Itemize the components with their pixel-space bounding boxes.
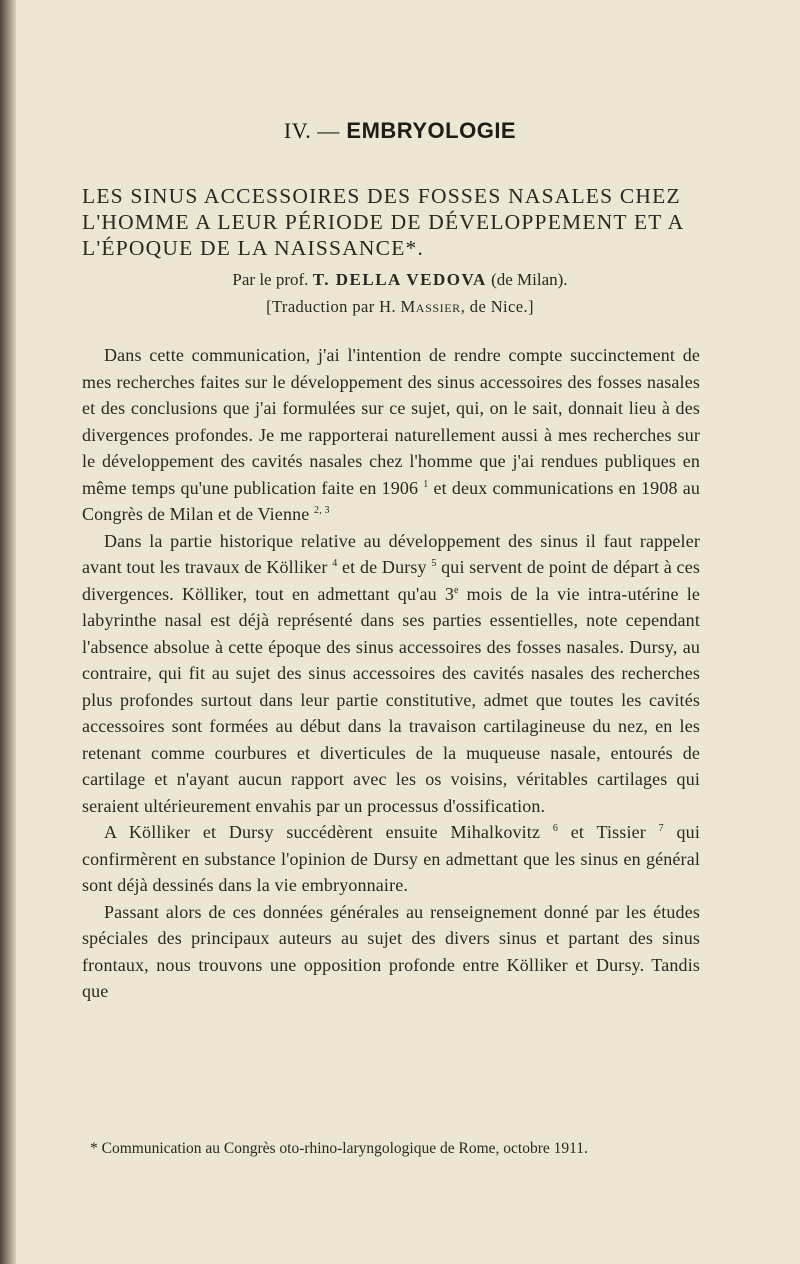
paragraph-2-text-b: et de Dursy: [337, 557, 427, 577]
author-name: T. DELLA VEDOVA: [312, 270, 487, 289]
paragraph-3-text-c: qui confirmèrent en substance l'opinion de Dursy en admettant que les sinus en général sont déjà dessinés dans la vie embryonnaire.: [82, 822, 700, 895]
article-title: [82, 183, 722, 261]
section-number: IV. —: [283, 118, 340, 143]
ordinal-suffix: e: [453, 584, 459, 596]
article-body: [82, 342, 700, 1005]
paragraph-3-text-a: A Kölliker et Dursy succédèrent ensuite Mihalkovitz: [104, 822, 541, 842]
footnote-ref: 2, 3: [314, 505, 330, 516]
footnote-ref: 4: [332, 558, 338, 569]
paragraph-4: Passant alors de ces données générales au renseignement donné par les études spéciales des principaux auteurs au sujet des divers sinus et partant des sinus frontaux, nous trouvons une opposition profonde entre Kölliker et Dursy. Tandis que: [82, 901, 700, 1001]
translation-open: [Traduction par H.: [266, 297, 396, 316]
paragraph-1-text-a: Dans cette communication, j'ai l'intention de rendre compte succinctement de mes recherches faites sur le développement des sinus accessoires des fosses nasales et des conclusions que j'ai formulées sur ce sujet, qui, on le sait, donnait lieu à des divergences profondes. Je me rapporterai naturellement aussi à mes recherches sur le développement des cavités nasales chez l'homme que j'ai rendues publiques en même temps qu'une publication faite en 1906: [82, 345, 700, 498]
section-heading: [0, 118, 800, 144]
paragraph-1: [82, 342, 700, 528]
author-affiliation: (de Milan).: [491, 270, 568, 289]
footnote-ref: 5: [431, 558, 437, 569]
paragraph-2-text-a: Dans la partie historique relative au développement des sinus il faut rappeler avant tout les travaux de Kölliker: [82, 530, 700, 577]
article-title-marker: *.: [405, 236, 425, 260]
footnote-ref: 7: [658, 823, 664, 834]
paragraph-2-text-c: qui servent de point de départ à ces divergences. Kölliker, tout en admettant qu'au 3: [82, 557, 700, 604]
section-name: EMBRYOLOGIE: [346, 118, 517, 143]
translation-credit: [0, 297, 800, 317]
translator-name: Massier: [400, 297, 461, 316]
footnote-text: Communication au Congrès oto-rhino-laryngologique de Rome, octobre 1911.: [97, 1140, 588, 1157]
translation-rest: , de Nice.]: [460, 297, 534, 316]
paragraph-3: [82, 819, 700, 899]
paragraph-3-text-b: et Tissier: [558, 822, 646, 842]
paragraph-2-text-d: mois de la vie intra-utérine le labyrinthe nasal est déjà représenté dans ses parties essentielles, note cependant l'absence absolue à cette époque des sinus accessoires des fosses nasales. Dursy, au contraire, qui fit au sujet des sinus accessoires des cavités nasales des recherches plus profondes surtout dans leur partie constitutive, admet que toutes les cavités accessoires sont formées au début dans la travaison cartilagineuse du nez, en les retenant comme courbures et diverticules de la muqueuse nasale, entourés de cartilage et n'ayant aucun rapport avec les os voisins, véritables cartilages qui seraient ultérieurement envahis par un processus d'ossification.: [82, 583, 700, 816]
paragraph-1-text-b: et deux communications en 1908 au Congrès de Milan et de Vienne: [82, 477, 700, 524]
byline-prefix: Par le prof.: [232, 270, 309, 289]
footnote-ref: 1: [423, 478, 429, 490]
paragraph-2: [82, 528, 700, 820]
footnote-marker: *: [90, 1140, 98, 1157]
byline: [0, 270, 800, 290]
footnote-ref: 6: [552, 823, 559, 834]
footnote: [82, 1138, 700, 1159]
article-title-text: LES SINUS ACCESSOIRES DES FOSSES NASALES CHEZ L'HOMME A LEUR PÉRIODE DE DÉVELOPPEMENT ET A L'ÉPOQUE DE LA NAISSANCE: [82, 184, 684, 260]
